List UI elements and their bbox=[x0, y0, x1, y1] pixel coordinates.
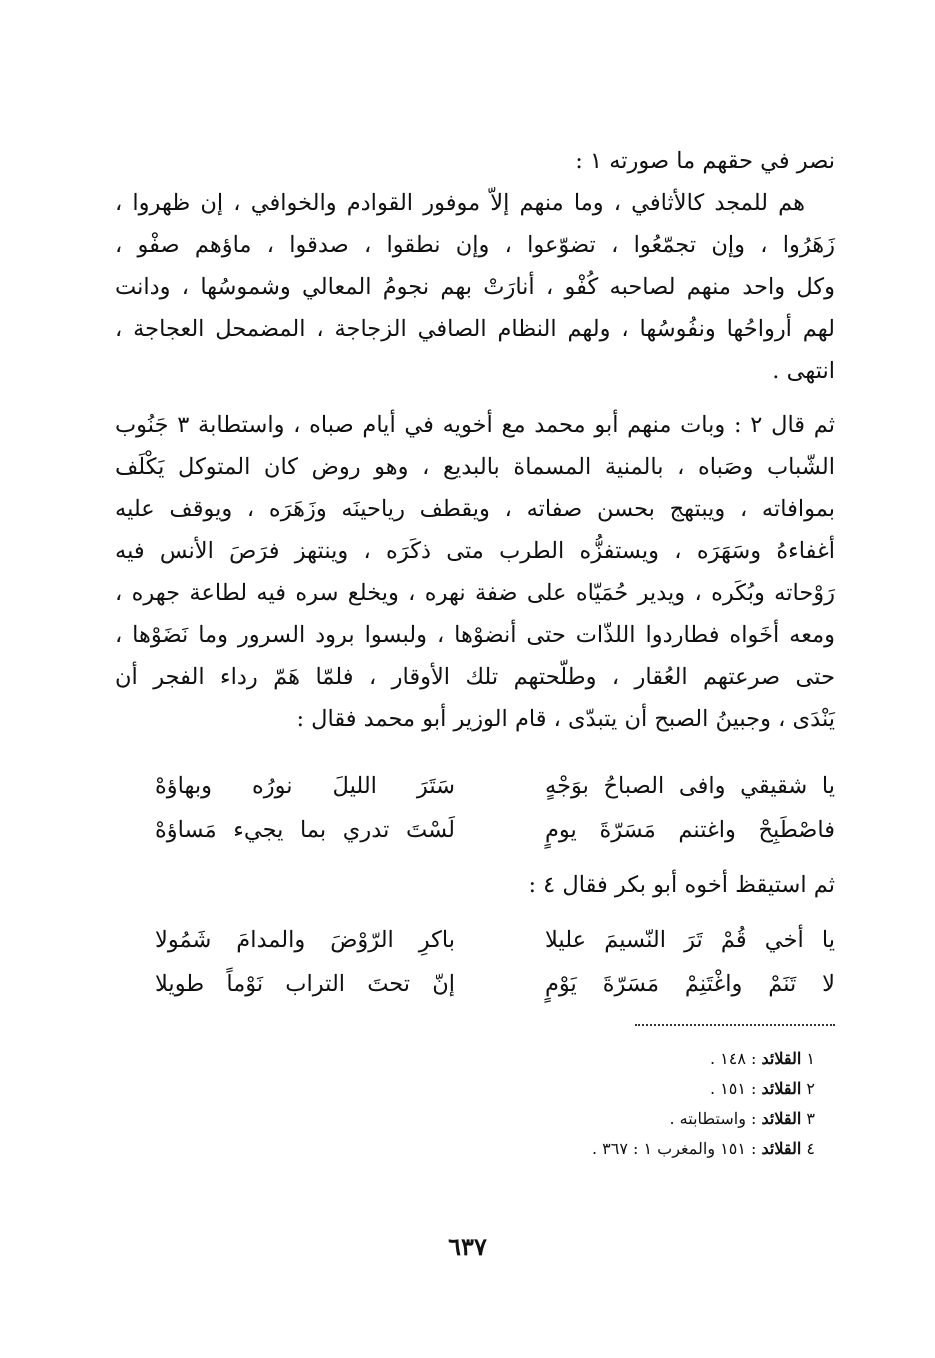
text-line: رَوْحاته وبُكَره ، ويدير حُمَيّاه على ضفة نهره ، ويخلع سره فيه لطاعة جهره ، bbox=[115, 580, 835, 606]
footnote-text: : ١٥١ والمغرب ١ : ٣٦٧ . bbox=[591, 1139, 757, 1158]
footnote-text: : ١٥١ . bbox=[709, 1079, 757, 1098]
verse-first-hemistich: يا شقيقي وافى الصباحُ بوَجْهٍ bbox=[545, 773, 835, 799]
verse-first-hemistich: يا أخي قُمْ تَرَ النّسيمَ عليلا bbox=[545, 927, 835, 953]
verse-line bbox=[115, 918, 835, 962]
text-line: ومعه أخَواه فطاردوا اللذّات حتى أنضوْها ، ولبسوا برود السرور وما نَضَوْها ، bbox=[115, 622, 835, 648]
page-number: ٦٣٧ bbox=[448, 1232, 487, 1261]
text-line: لهم أرواحُها ونفُوسُها ، ولهم النظام الصافي الزجاجة ، المضمحل العجاجة ، bbox=[115, 316, 835, 342]
verse-second-hemistich: سَتَرَ الليلَ نورُه وبهاؤهْ bbox=[155, 773, 455, 799]
footnote-item bbox=[115, 1104, 835, 1134]
verse-second-hemistich: لَسْتَ تدري بما يجيء مَساؤهْ bbox=[155, 817, 455, 843]
footnote-separator bbox=[635, 1024, 835, 1026]
text-line: ثم قال ٢ : وبات منهم أبو محمد مع أخويه في أيام صباه ، واستطابة ٣ جَنُوب bbox=[115, 412, 836, 438]
text-line: نصر في حقهم ما صورته ١ : bbox=[575, 148, 835, 174]
footnote-number: ٤ bbox=[806, 1139, 815, 1158]
text-line: بموافاته ، ويبتهج بحسن صفاته ، ويقطف رياحينَه وزَهَرَه ، ويوقف عليه bbox=[115, 496, 835, 522]
verse-first-hemistich: لا تَنَمْ واغْتَنِمْ مَسَرّةَ يَوْمٍ bbox=[545, 971, 835, 997]
text-line: حتى صرعتهم العُقار ، وطلّحتهم تلك الأوقار ، فلمّا هَمّ رداء الفجر أن bbox=[115, 664, 835, 690]
footnote-item bbox=[115, 1074, 835, 1104]
footnote-source: القلائد bbox=[761, 1079, 802, 1098]
text-line: هم للمجد كالأثافي ، وما منهم إلاّ موفور القوادم والخوافي ، إن ظهروا ، bbox=[115, 190, 805, 216]
footnotes bbox=[115, 1044, 835, 1164]
text-line: أغفاءهُ وسَهَرَه ، ويستفزُّه الطرب متى ذكَرَه ، وينتهز فرَصَ الأنس فيه bbox=[115, 538, 835, 564]
footnote-item bbox=[115, 1044, 835, 1074]
verse-first-hemistich: فاصْطَبِحْ واغتنم مَسَرّةَ يومٍ bbox=[545, 817, 835, 843]
footnote-number: ٢ bbox=[806, 1079, 815, 1098]
text-line: انتهى . bbox=[772, 358, 835, 384]
verse-second-hemistich: إنّ تحتَ التراب نَوْماً طويلا bbox=[155, 971, 455, 997]
footnote-text: : ١٤٨ . bbox=[709, 1049, 757, 1068]
footnote-source: القلائد bbox=[761, 1139, 802, 1158]
footnote-source: القلائد bbox=[761, 1109, 802, 1128]
page-body bbox=[115, 140, 835, 1290]
verse-second-hemistich: باكرِ الرّوْضَ والمدامَ شَمُولا bbox=[155, 927, 455, 953]
footnote-source: القلائد bbox=[761, 1049, 802, 1068]
footnote-number: ٣ bbox=[806, 1109, 815, 1128]
verse-line bbox=[115, 808, 835, 852]
verse-line bbox=[115, 764, 835, 808]
text-line: ثم استيقظ أخوه أبو بكر فقال ٤ : bbox=[528, 872, 835, 898]
footnote-text: : واستطابته . bbox=[669, 1109, 757, 1128]
footnote-number: ١ bbox=[806, 1049, 815, 1068]
text-line: الشّباب وصَباه ، بالمنية المسماة بالبديع ، وهو روض كان المتوكل يَكْلَف bbox=[115, 454, 835, 480]
text-line: زَهَرُوا ، وإن تجمّعُوا ، تضوّعوا ، وإن نطقوا ، صدقوا ، ماؤهم صفْو ، bbox=[115, 232, 835, 258]
verse-line bbox=[115, 962, 835, 1006]
text-line: وكل واحد منهم لصاحبه كُفْو ، أنارَتْ بهم نجومُ المعالي وشموسُها ، ودانت bbox=[115, 274, 835, 300]
text-line: يَنْدَى ، وجبينُ الصبح أن يتبدّى ، قام الوزير أبو محمد فقال : bbox=[296, 706, 835, 732]
footnote-item bbox=[115, 1134, 835, 1164]
